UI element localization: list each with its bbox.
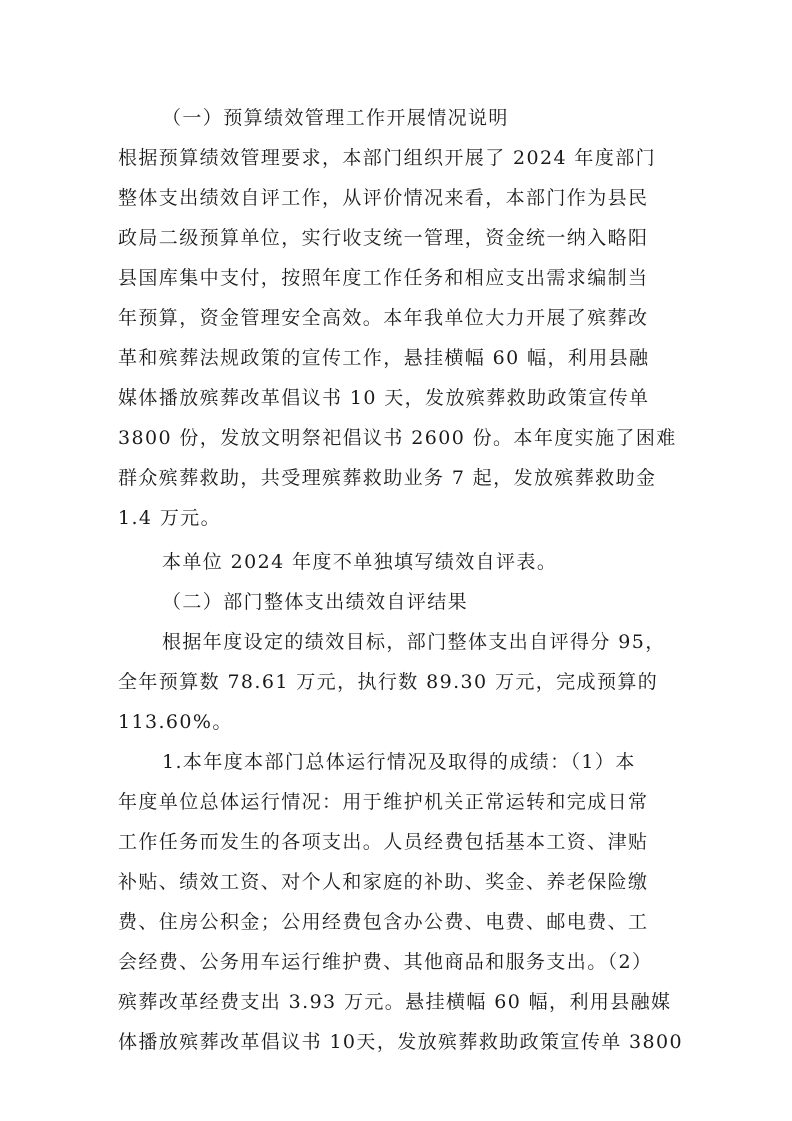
self-eval-note: 本单位 2024 年度不单独填写绩效自评表。 xyxy=(162,551,558,573)
paragraph-1-line-6: 革和殡葬法规政策的宣传工作，悬挂横幅 60 幅，利用县融 xyxy=(118,347,650,369)
section-2-heading: （二）部门整体支出绩效自评结果 xyxy=(162,591,469,613)
item-1-line-4: 补贴、绩效工资、对个人和家庭的补助、奖金、养老保险缴 xyxy=(118,871,649,893)
paragraph-1-line-5: 年预算，资金管理安全高效。本年我单位大力开展了殡葬改 xyxy=(118,307,649,329)
paragraph-1-line-4: 县国库集中支付，按照年度工作任务和相应支出需求编制当 xyxy=(118,267,649,289)
item-1-line-1: 1.本年度本部门总体运行情况及取得的成绩：（1）本 xyxy=(162,751,636,773)
item-1-line-3: 工作任务而发生的各项支出。人员经费包括基本工资、津贴 xyxy=(118,831,649,853)
item-1-line-2: 年度单位总体运行情况：用于维护机关正常运转和完成日常 xyxy=(118,791,649,813)
result-line-3: 113.60%。 xyxy=(118,711,233,733)
paragraph-1-line-9: 群众殡葬救助，共受理殡葬救助业务 7 起，发放殡葬救助金 xyxy=(118,467,657,489)
paragraph-1-line-1: 根据预算绩效管理要求，本部门组织开展了 2024 年度部门 xyxy=(118,147,657,169)
item-1-line-8: 体播放殡葬改革倡议书 10天，发放殡葬救助政策宣传单 3800 xyxy=(118,1031,684,1053)
paragraph-1-line-7: 媒体播放殡葬改革倡议书 10 天，发放殡葬救助政策宣传单 xyxy=(118,387,650,409)
paragraph-1-line-10: 1.4 万元。 xyxy=(118,507,222,529)
item-1-line-7: 殡葬改革经费支出 3.93 万元。悬挂横幅 60 幅，利用县融媒 xyxy=(118,991,672,1013)
section-1-heading: （一）预算绩效管理工作开展情况说明 xyxy=(162,107,509,129)
item-1-line-6: 会经费、公务用车运行维护费、其他商品和服务支出。（2） xyxy=(118,951,653,973)
result-line-2: 全年预算数 78.61 万元，执行数 89.30 万元，完成预算的 xyxy=(118,671,659,693)
paragraph-1-line-8: 3800 份，发放文明祭祀倡议书 2600 份。本年度实施了困难 xyxy=(118,427,677,449)
item-1-line-5: 费、住房公积金；公用经费包含办公费、电费、邮电费、工 xyxy=(118,911,649,933)
result-line-1: 根据年度设定的绩效目标，部门整体支出自评得分 95， xyxy=(162,631,666,653)
paragraph-1-line-2: 整体支出绩效自评工作，从评价情况来看，本部门作为县民 xyxy=(118,187,649,209)
paragraph-1-line-3: 政局二级预算单位，实行收支统一管理，资金统一纳入略阳 xyxy=(118,227,649,249)
